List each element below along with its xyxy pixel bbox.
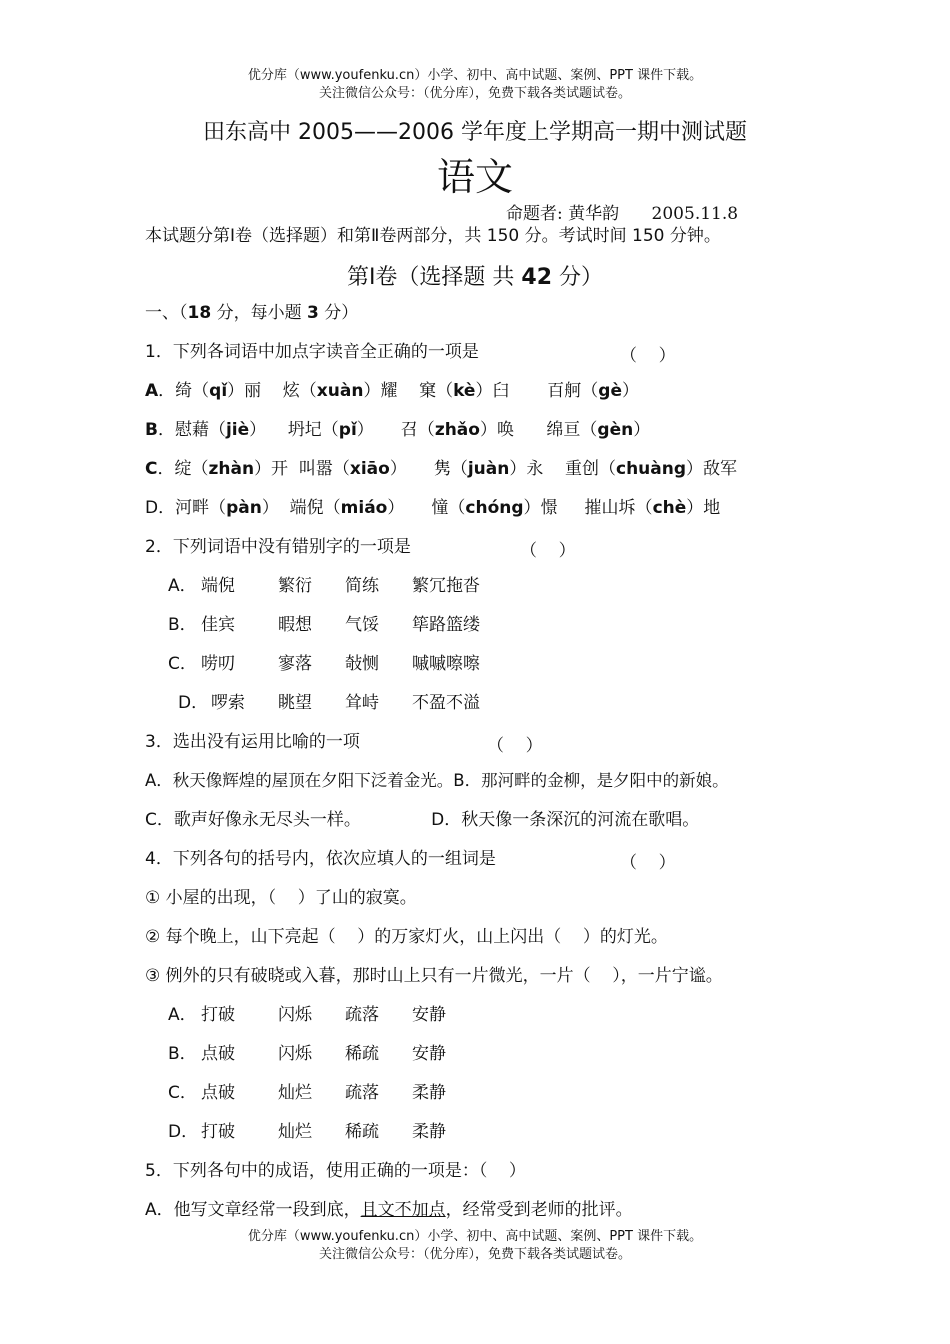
q2-stem: 2．下列词语中没有错别字的一项是 (145, 537, 411, 557)
subject-title: 语文 (436, 155, 513, 199)
exam-title: 田东高中 2005——2006 学年度上学期高一期中测试题 (203, 120, 747, 145)
option-word: 端倪 (201, 576, 235, 596)
option-word: 稀疏 (345, 1122, 379, 1142)
q5-option-a: A．他写文章经常一段到底，且文不加点，经常受到老师的批评。 (145, 1200, 633, 1220)
option-word: 灿烂 (278, 1122, 312, 1142)
q5-stem: 5．下列各句中的成语，使用正确的一项是：（ ） (145, 1161, 526, 1181)
q1-option-a: A．绮（qǐ）丽 炫（xuàn）耀 窠（kè）臼 百舸（gè） (145, 381, 639, 401)
option-word: 安静 (412, 1044, 446, 1064)
q3-options-line-1: A．秋天像辉煌的屋顶在夕阳下泛着金光。B．那河畔的金柳，是夕阳中的新娘。 (145, 771, 729, 790)
q4-sentence-2: ② 每个晚上，山下亮起（ ）的万家灯火，山上闪出（ ）的灯光。 (145, 927, 668, 947)
option-word: 繁冗拖沓 (412, 576, 480, 596)
option-word: 打破 (201, 1005, 235, 1025)
q1-option-d: D．河畔（pàn） 端倪（miáo） 憧（chóng）憬 摧山坼（chè）地 (145, 498, 721, 518)
author-date: 命题者: 黄华韵 2005.11.8 (506, 204, 739, 224)
footer-line-1: 优分库（www.youfenku.cn）小学、初中、高中试题、案例、PPT 课件下载。 (247, 1229, 703, 1244)
option-word: 筚路篮缕 (412, 615, 480, 635)
q4-sentence-3: ③ 例外的只有破晓或入暮，那时山上只有一片微光，一片（ ），一片宁谧。 (145, 966, 723, 986)
option-label: C． (168, 654, 197, 674)
header-line-2: 关注微信公众号：（优分库），免费下载各类试题试卷。 (318, 86, 631, 101)
option-word: 柔静 (412, 1083, 446, 1103)
option-word: 不盈不溢 (412, 693, 480, 713)
option-label: C． (168, 1083, 197, 1103)
option-word: 气馁 (345, 615, 379, 635)
option-label: D． (178, 693, 209, 713)
q1-option-b: B．慰藉（jiè） 坍圮（pǐ） 召（zhǎo）唤 绵亘（gèn） (145, 420, 651, 440)
section-heading: 第Ⅰ卷（选择题 共 42 分） (346, 265, 604, 290)
q3-options-line-2: C．歌声好像永无尽头一样。 D．秋天像一条深沉的河流在歌唱。 (145, 810, 700, 830)
q4-stem: 4．下列各句的括号内，依次应填人的一组词是 (145, 849, 496, 869)
option-word: 唠叨 (201, 654, 235, 674)
q1-option-c: C．绽（zhàn）开 叫嚣（xiāo） 隽（juàn）永 重创（chuàng）敌军 (145, 459, 738, 479)
option-word: 寥落 (278, 654, 312, 674)
footer-line-2: 关注微信公众号：（优分库），免费下载各类试题试卷。 (318, 1247, 631, 1262)
option-word: 打破 (201, 1122, 235, 1142)
intro-text: 本试题分第Ⅰ卷（选择题）和第Ⅱ卷两部分，共 150 分。考试时间 150 分钟。 (145, 226, 721, 246)
q4-answer-paren: （ ） (620, 853, 676, 873)
option-word: 点破 (201, 1083, 235, 1103)
part-heading: 一、（18 分，每小题 3 分） (145, 303, 359, 323)
option-label: B． (168, 1044, 197, 1064)
option-word: 疏落 (345, 1083, 379, 1103)
option-word: 稀疏 (345, 1044, 379, 1064)
option-word: 疏落 (345, 1005, 379, 1025)
q1-answer-paren: （ ） (620, 346, 676, 366)
option-label: A． (168, 576, 197, 596)
option-word: 嘁嘁嚓嚓 (412, 654, 480, 674)
option-word: 安静 (412, 1005, 446, 1025)
option-word: 简练 (345, 576, 379, 596)
option-word: 闪烁 (278, 1005, 312, 1025)
option-word: 灿烂 (278, 1083, 312, 1103)
option-label: A． (168, 1005, 197, 1025)
option-label: B． (168, 615, 197, 635)
q4-sentence-1: ① 小屋的出现，（ ）了山的寂寞。 (145, 888, 417, 908)
header-line-1: 优分库（www.youfenku.cn）小学、初中、高中试题、案例、PPT 课件下载。 (247, 68, 703, 83)
q2-answer-paren: （ ） (520, 541, 576, 561)
underlined-idiom: 且文不加点 (360, 1200, 446, 1220)
option-word: 佳宾 (201, 615, 235, 635)
option-word: 点破 (201, 1044, 235, 1064)
option-word: 耸峙 (345, 693, 379, 713)
option-word: 啰索 (211, 693, 245, 713)
q1-stem: 1．下列各词语中加点字读音全正确的一项是 (145, 342, 479, 362)
option-word: 暇想 (278, 615, 312, 635)
option-word: 闪烁 (278, 1044, 312, 1064)
option-word: 柔静 (412, 1122, 446, 1142)
option-label: D． (168, 1122, 199, 1142)
q3-stem: 3．选出没有运用比喻的一项 (145, 732, 360, 752)
option-word: 眺望 (278, 693, 312, 713)
option-word: 敧恻 (345, 654, 379, 674)
option-word: 繁衍 (278, 576, 312, 596)
q3-answer-paren: （ ） (487, 736, 543, 756)
